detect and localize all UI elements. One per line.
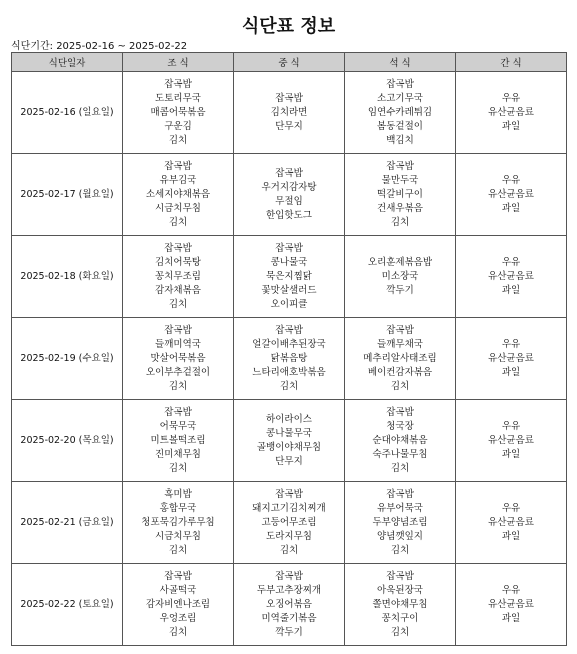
table-row bbox=[12, 564, 567, 646]
dinner-cell bbox=[345, 564, 456, 646]
menu-item: 소세지야채볶음 bbox=[145, 188, 211, 200]
menu-item: 잡곡밥 bbox=[164, 570, 192, 582]
menu-item: 콩나물무국 bbox=[266, 427, 312, 439]
menu-item: 도라지무침 bbox=[266, 530, 312, 542]
menu-item: 감자비엔나조림 bbox=[145, 598, 211, 610]
menu-item: 봄동겉절이 bbox=[377, 120, 423, 132]
menu-item: 잡곡밥 bbox=[386, 488, 414, 500]
lunch-cell bbox=[234, 400, 345, 482]
menu-item: 우유 bbox=[501, 338, 521, 350]
meal-date: 2025-02-20 (목요일) bbox=[12, 400, 123, 482]
menu-item: 우유 bbox=[501, 584, 521, 596]
header-lunch: 중 식 bbox=[234, 53, 345, 72]
dinner-cell bbox=[345, 400, 456, 482]
menu-item: 숙주나물무침 bbox=[372, 448, 428, 460]
page-title: 식단표 정보 bbox=[241, 16, 336, 37]
menu-item: 잡곡밥 bbox=[275, 324, 303, 336]
menu-item: 유산균음료 bbox=[488, 598, 534, 610]
menu-item: 들깨미역국 bbox=[155, 338, 201, 350]
table-row bbox=[12, 318, 567, 400]
menu-item: 깍두기 bbox=[275, 626, 303, 638]
menu-item: 잡곡밥 bbox=[275, 167, 303, 179]
dinner-cell bbox=[345, 236, 456, 318]
menu-item: 유산균음료 bbox=[488, 352, 534, 364]
menu-item: 과일 bbox=[501, 448, 521, 460]
lunch-cell bbox=[234, 154, 345, 236]
menu-item: 어묵무국 bbox=[159, 420, 197, 432]
menu-item: 베이컨감자볶음 bbox=[367, 366, 433, 378]
breakfast-cell bbox=[123, 564, 234, 646]
meal-date: 2025-02-22 (토요일) bbox=[12, 564, 123, 646]
menu-item: 감자채볶음 bbox=[155, 284, 201, 296]
menu-item: 유산균음료 bbox=[488, 516, 534, 528]
menu-item: 잡곡밥 bbox=[164, 406, 192, 418]
menu-item: 단무지 bbox=[275, 455, 303, 467]
menu-item: 유산균음료 bbox=[488, 434, 534, 446]
menu-item: 김치 bbox=[390, 380, 410, 392]
menu-item: 김치 bbox=[390, 626, 410, 638]
meal-date: 2025-02-17 (월요일) bbox=[12, 154, 123, 236]
snack-cell bbox=[456, 154, 567, 236]
menu-item: 우유 bbox=[501, 502, 521, 514]
menu-item: 과일 bbox=[501, 366, 521, 378]
menu-item: 오징어볶음 bbox=[266, 598, 312, 610]
breakfast-cell bbox=[123, 400, 234, 482]
menu-item: 과일 bbox=[501, 120, 521, 132]
menu-item: 오이부추겉절이 bbox=[145, 366, 211, 378]
lunch-cell bbox=[234, 564, 345, 646]
menu-item: 유부김국 bbox=[159, 174, 197, 186]
menu-item: 메추리알사태조림 bbox=[363, 352, 437, 364]
meal-table bbox=[11, 52, 567, 646]
snack-cell bbox=[456, 564, 567, 646]
lunch-cell bbox=[234, 236, 345, 318]
menu-item: 잡곡밥 bbox=[275, 488, 303, 500]
table-row bbox=[12, 236, 567, 318]
menu-item: 떡갈비구이 bbox=[377, 188, 423, 200]
menu-item: 미소장국 bbox=[381, 270, 419, 282]
menu-item: 사골떡국 bbox=[159, 584, 197, 596]
menu-item: 한입핫도그 bbox=[266, 209, 312, 221]
menu-item: 오리훈제볶음밥 bbox=[367, 256, 433, 268]
header-dinner: 석 식 bbox=[345, 53, 456, 72]
meal-date: 2025-02-21 (금요일) bbox=[12, 482, 123, 564]
menu-item: 단무지 bbox=[275, 120, 303, 132]
menu-item: 백김치 bbox=[386, 134, 414, 146]
menu-item: 진미채무침 bbox=[155, 448, 201, 460]
menu-item: 우유 bbox=[501, 174, 521, 186]
menu-item: 청국장 bbox=[386, 420, 414, 432]
menu-item: 김치 bbox=[279, 544, 299, 556]
menu-item: 고등어무조림 bbox=[261, 516, 317, 528]
menu-item: 과일 bbox=[501, 284, 521, 296]
breakfast-cell bbox=[123, 236, 234, 318]
menu-item: 순대야채볶음 bbox=[372, 434, 428, 446]
snack-cell bbox=[456, 72, 567, 154]
menu-item: 김치 bbox=[390, 544, 410, 556]
breakfast-cell bbox=[123, 318, 234, 400]
menu-item: 흑미밥 bbox=[164, 488, 192, 500]
menu-item: 두부양념조림 bbox=[372, 516, 428, 528]
menu-item: 닭볶음탕 bbox=[270, 352, 308, 364]
menu-item: 과일 bbox=[501, 202, 521, 214]
menu-item: 김치 bbox=[390, 216, 410, 228]
menu-item: 잡곡밥 bbox=[164, 242, 192, 254]
menu-item: 얼갈이배추된장국 bbox=[252, 338, 326, 350]
menu-item: 잡곡밥 bbox=[275, 92, 303, 104]
menu-item: 들깨무채국 bbox=[377, 338, 423, 350]
menu-item: 건새우볶음 bbox=[377, 202, 423, 214]
menu-item: 과일 bbox=[501, 612, 521, 624]
menu-item: 잡곡밥 bbox=[275, 242, 303, 254]
meal-period: 식단기간: 2025-02-16 ~ 2025-02-22 bbox=[11, 41, 188, 52]
dinner-cell bbox=[345, 154, 456, 236]
menu-item: 유산균음료 bbox=[488, 106, 534, 118]
header-breakfast: 조 식 bbox=[123, 53, 234, 72]
snack-cell bbox=[456, 236, 567, 318]
menu-item: 우거지감자탕 bbox=[261, 181, 317, 193]
breakfast-cell bbox=[123, 482, 234, 564]
table-row bbox=[12, 72, 567, 154]
menu-item: 오이피클 bbox=[270, 298, 308, 310]
menu-item: 유산균음료 bbox=[488, 270, 534, 282]
dinner-cell bbox=[345, 72, 456, 154]
meal-date: 2025-02-19 (수요일) bbox=[12, 318, 123, 400]
snack-cell bbox=[456, 482, 567, 564]
menu-item: 도토리무국 bbox=[155, 92, 201, 104]
menu-item: 물만두국 bbox=[381, 174, 419, 186]
menu-item: 맛살어묵볶음 bbox=[150, 352, 206, 364]
menu-item: 잡곡밥 bbox=[275, 570, 303, 582]
menu-item: 양념깻잎지 bbox=[377, 530, 423, 542]
menu-item: 쫄면야채무침 bbox=[372, 598, 428, 610]
menu-item: 무절임 bbox=[275, 195, 303, 207]
menu-item: 과일 bbox=[501, 530, 521, 542]
menu-item: 콩나물국 bbox=[270, 256, 308, 268]
menu-item: 유산균음료 bbox=[488, 188, 534, 200]
menu-item: 김치 bbox=[390, 462, 410, 474]
menu-item: 느타리애호박볶음 bbox=[252, 366, 326, 378]
menu-item: 미역줄기볶음 bbox=[261, 612, 317, 624]
menu-item: 잡곡밥 bbox=[386, 570, 414, 582]
menu-item: 김치 bbox=[168, 134, 188, 146]
menu-item: 돼지고기김치찌개 bbox=[252, 502, 326, 514]
header-date: 식단일자 bbox=[12, 53, 123, 72]
menu-item: 묵은지찜닭 bbox=[266, 270, 312, 282]
menu-item: 김치 bbox=[168, 462, 188, 474]
breakfast-cell bbox=[123, 154, 234, 236]
menu-item: 꽁치무조림 bbox=[155, 270, 201, 282]
menu-item: 잡곡밥 bbox=[386, 78, 414, 90]
menu-item: 잡곡밥 bbox=[386, 324, 414, 336]
lunch-cell bbox=[234, 72, 345, 154]
menu-item: 깍두기 bbox=[386, 284, 414, 296]
menu-item: 하이라이스 bbox=[266, 413, 312, 425]
header-snack: 간 식 bbox=[456, 53, 567, 72]
menu-item: 구운김 bbox=[164, 120, 192, 132]
menu-item: 우유 bbox=[501, 420, 521, 432]
table-header-row bbox=[12, 53, 567, 72]
menu-item: 잡곡밥 bbox=[164, 78, 192, 90]
lunch-cell bbox=[234, 482, 345, 564]
menu-item: 김치 bbox=[168, 380, 188, 392]
menu-item: 홍합무국 bbox=[159, 502, 197, 514]
menu-item: 김치 bbox=[279, 380, 299, 392]
menu-item: 미트볼떡조림 bbox=[150, 434, 206, 446]
meal-date: 2025-02-16 (일요일) bbox=[12, 72, 123, 154]
menu-item: 유부어묵국 bbox=[377, 502, 423, 514]
table-row bbox=[12, 154, 567, 236]
table-row bbox=[12, 482, 567, 564]
snack-cell bbox=[456, 400, 567, 482]
dinner-cell bbox=[345, 318, 456, 400]
menu-item: 아욱된장국 bbox=[377, 584, 423, 596]
menu-item: 우유 bbox=[501, 256, 521, 268]
menu-item: 우엉조림 bbox=[159, 612, 197, 624]
menu-item: 김치 bbox=[168, 216, 188, 228]
menu-item: 매콤어묵볶음 bbox=[150, 106, 206, 118]
menu-item: 김치라면 bbox=[270, 106, 308, 118]
menu-item: 김치 bbox=[168, 298, 188, 310]
menu-item: 꽃맛살샐러드 bbox=[261, 284, 317, 296]
menu-item: 임연수카레튀김 bbox=[367, 106, 433, 118]
menu-item: 잡곡밥 bbox=[164, 324, 192, 336]
meal-date: 2025-02-18 (화요일) bbox=[12, 236, 123, 318]
menu-item: 소고기무국 bbox=[377, 92, 423, 104]
table-row bbox=[12, 400, 567, 482]
snack-cell bbox=[456, 318, 567, 400]
breakfast-cell bbox=[123, 72, 234, 154]
menu-item: 우유 bbox=[501, 92, 521, 104]
menu-item: 시금치무침 bbox=[155, 530, 201, 542]
dinner-cell bbox=[345, 482, 456, 564]
menu-item: 김치 bbox=[168, 544, 188, 556]
menu-item: 시금치무침 bbox=[155, 202, 201, 214]
menu-item: 두부고추장찌개 bbox=[256, 584, 322, 596]
menu-item: 잡곡밥 bbox=[386, 406, 414, 418]
menu-item: 김치어묵탕 bbox=[155, 256, 201, 268]
menu-item: 김치 bbox=[168, 626, 188, 638]
lunch-cell bbox=[234, 318, 345, 400]
menu-item: 꽁치구이 bbox=[381, 612, 419, 624]
menu-item: 잡곡밥 bbox=[164, 160, 192, 172]
menu-item: 청포묵김가루무침 bbox=[141, 516, 215, 528]
menu-item: 골뱅이야채무침 bbox=[256, 441, 322, 453]
meal-table-body bbox=[12, 72, 567, 646]
menu-item: 잡곡밥 bbox=[386, 160, 414, 172]
